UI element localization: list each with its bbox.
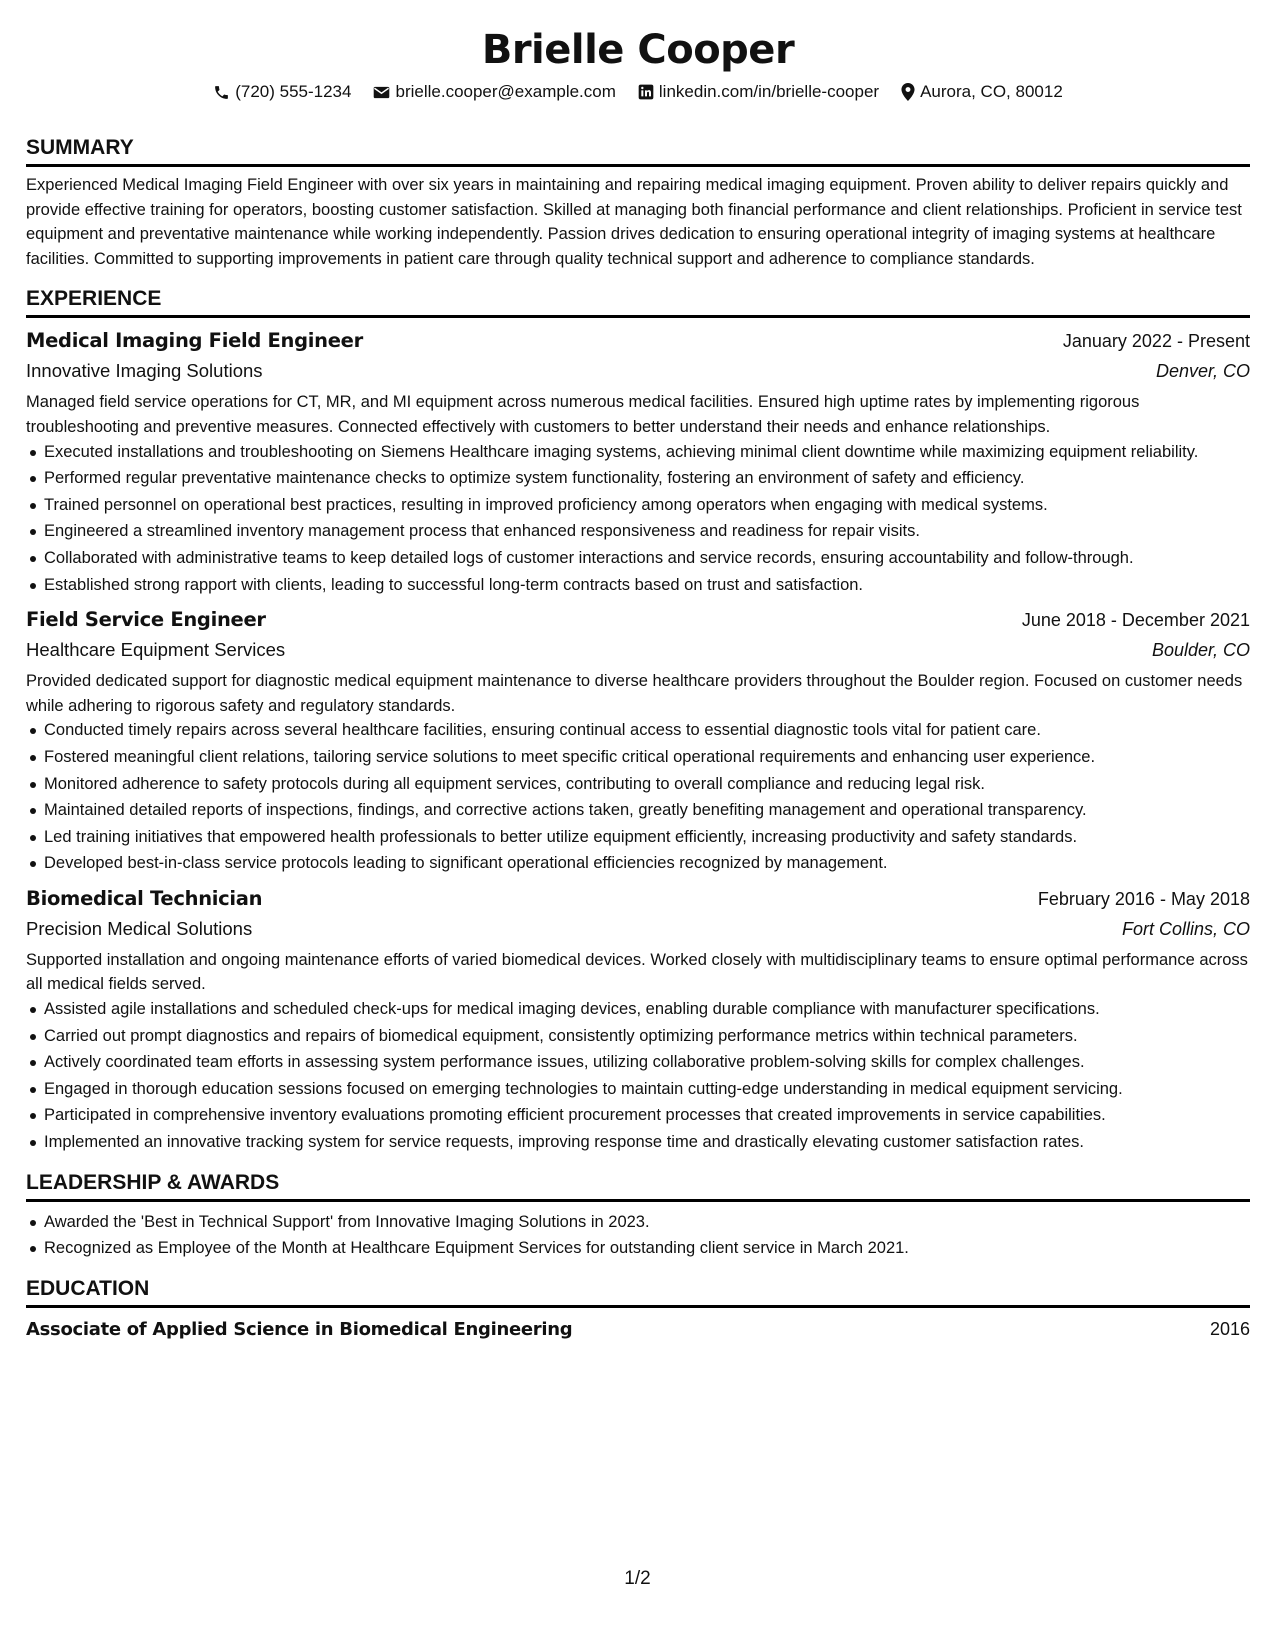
map-pin-icon — [901, 83, 915, 101]
education-section — [26, 1275, 1250, 1345]
awards-list — [26, 1210, 1250, 1261]
list-item: Engaged in thorough education sessions focused on emerging technologies to maintain cutting-edge understanding in medical equipment servicing. — [26, 1077, 1250, 1102]
job-description: Managed field service operations for CT, MR, and MI equipment across numerous medical facilities. Ensured high uptime rates by implementing rigorous troubleshooting and preventive measures. Connected effectively with customers to better understand their needs and enhance relationships. — [26, 393, 1140, 436]
awards-section — [26, 1169, 1250, 1261]
job-entry — [26, 605, 1250, 876]
list-item: Implemented an innovative tracking system for service requests, improving response time and drastically elevating customer satisfaction rates. — [26, 1130, 1250, 1155]
education-degree: Associate of Applied Science in Biomedical Engineering — [26, 1318, 573, 1340]
job-title: Medical Imaging Field Engineer — [26, 329, 363, 353]
job-entry — [26, 326, 1250, 597]
section-title: SUMMARY — [26, 134, 1250, 167]
section-title: LEADERSHIP & AWARDS — [26, 1169, 1250, 1202]
list-item: Established strong rapport with clients, leading to successful long-term contracts based on trust and satisfaction. — [26, 573, 1250, 598]
job-entry — [26, 884, 1250, 1155]
job-description: Supported installation and ongoing maintenance efforts of varied biomedical devices. Worked closely with multidisciplinary teams to ensure optimal performance across all medical fields served. — [26, 950, 1248, 994]
envelope-icon — [373, 85, 390, 100]
page-number: 1/2 — [624, 1568, 651, 1589]
list-item: Developed best-in-class service protocols leading to significant operational efficiencies recognized by management. — [26, 851, 1250, 876]
list-item: Trained personnel on operational best practices, resulting in improved proficiency among operators when engaging with medical systems. — [26, 493, 1250, 518]
candidate-name: Brielle Cooper — [481, 27, 795, 73]
list-item: Collaborated with administrative teams to keep detailed logs of customer interactions and service records, ensuring accountability and follow-through. — [26, 546, 1250, 571]
job-dates: February 2016 - May 2018 — [1037, 888, 1250, 909]
job-location: Boulder, CO — [1151, 640, 1250, 661]
list-item: Performed regular preventative maintenance checks to optimize system functionality, fostering an environment of safety and efficiency. — [26, 466, 1250, 491]
job-title: Field Service Engineer — [26, 608, 266, 632]
experience-section — [26, 285, 1250, 1154]
contact-phone — [213, 80, 351, 104]
contact-bar — [26, 80, 1250, 104]
summary-section — [26, 134, 1250, 271]
list-item: Engineered a streamlined inventory management process that enhanced responsiveness and readiness for repair visits. — [26, 519, 1250, 544]
job-description: Provided dedicated support for diagnostic medical equipment maintenance to diverse healthcare providers throughout the Boulder region. Focused on customer needs while adhering to rigorous safety and regulatory standards. — [26, 672, 1243, 715]
list-item: Maintained detailed reports of inspections, findings, and corrective actions taken, greatly benefiting management and operational transparency. — [26, 798, 1250, 823]
job-bullets — [26, 718, 1250, 876]
list-item: Executed installations and troubleshooting on Siemens Healthcare imaging systems, achieving minimal client downtime while maximizing equipment reliability. — [26, 440, 1250, 465]
job-company: Innovative Imaging Solutions — [26, 360, 263, 382]
section-title: EXPERIENCE — [26, 285, 1250, 318]
section-title: EDUCATION — [26, 1275, 1250, 1308]
job-company: Healthcare Equipment Services — [26, 639, 286, 661]
list-item: Fostered meaningful client relations, tailoring service solutions to meet specific critical operational requirements and enhancing user experience. — [26, 745, 1250, 770]
contact-linkedin[interactable] — [638, 80, 879, 104]
email-link[interactable]: brielle.cooper@example.com — [395, 82, 616, 101]
list-item: Conducted timely repairs across several healthcare facilities, ensuring continual access to essential diagnostic tools vital for patient care. — [26, 718, 1250, 743]
job-bullets — [26, 440, 1250, 598]
job-title: Biomedical Technician — [26, 886, 263, 910]
list-item: Awarded the 'Best in Technical Support' from Innovative Imaging Solutions in 2023. — [26, 1210, 1250, 1235]
list-item: Assisted agile installations and scheduled check-ups for medical imaging devices, enabling durable compliance with manufacturer specifications. — [26, 997, 1250, 1022]
location-text: Aurora, CO, 80012 — [920, 82, 1063, 101]
linkedin-link[interactable]: linkedin.com/in/brielle-cooper — [658, 82, 880, 101]
job-location: Denver, CO — [1155, 361, 1250, 382]
list-item: Recognized as Employee of the Month at Healthcare Equipment Services for outstanding client service in March 2021. — [26, 1236, 1250, 1261]
resume-page — [26, 0, 1250, 1650]
contact-location — [901, 80, 1063, 104]
job-bullets — [26, 997, 1250, 1155]
phone-icon — [213, 84, 230, 101]
list-item: Led training initiatives that empowered health professionals to better utilize equipment efficiently, increasing productivity and safety standards. — [26, 825, 1250, 850]
job-location: Fort Collins, CO — [1121, 918, 1250, 939]
job-dates: June 2018 - December 2021 — [1021, 610, 1250, 631]
list-item: Participated in comprehensive inventory evaluations promoting efficient procurement processes that created improvements in service capabilities. — [26, 1103, 1250, 1128]
summary-text: Experienced Medical Imaging Field Engineer with over six years in maintaining and repairing medical imaging equipment. Proven ability to deliver repairs quickly and provide effective training for operators, boosting customer satisfaction. Skilled at managing both financial performance and client relationships. Proficient in service test equipment and preventative maintenance while working independently. Passion drives dedication to ensuring operational integrity of imaging systems at healthcare facilities. Committed to supporting improvements in patient care through quality technical support and adherence to compliance standards. — [26, 176, 1242, 268]
list-item: Actively coordinated team efforts in assessing system performance issues, utilizing collaborative problem-solving skills for complex challenges. — [26, 1050, 1250, 1075]
list-item: Monitored adherence to safety protocols during all equipment services, contributing to overall compliance and reducing legal risk. — [26, 772, 1250, 797]
linkedin-icon — [638, 84, 654, 100]
education-year: 2016 — [1209, 1318, 1250, 1339]
list-item: Carried out prompt diagnostics and repairs of biomedical equipment, consistently optimizing performance metrics within technical parameters. — [26, 1024, 1250, 1049]
job-dates: January 2022 - Present — [1062, 331, 1250, 352]
contact-email[interactable] — [373, 80, 615, 104]
phone-text: (720) 555-1234 — [235, 82, 352, 101]
job-company: Precision Medical Solutions — [26, 917, 253, 939]
